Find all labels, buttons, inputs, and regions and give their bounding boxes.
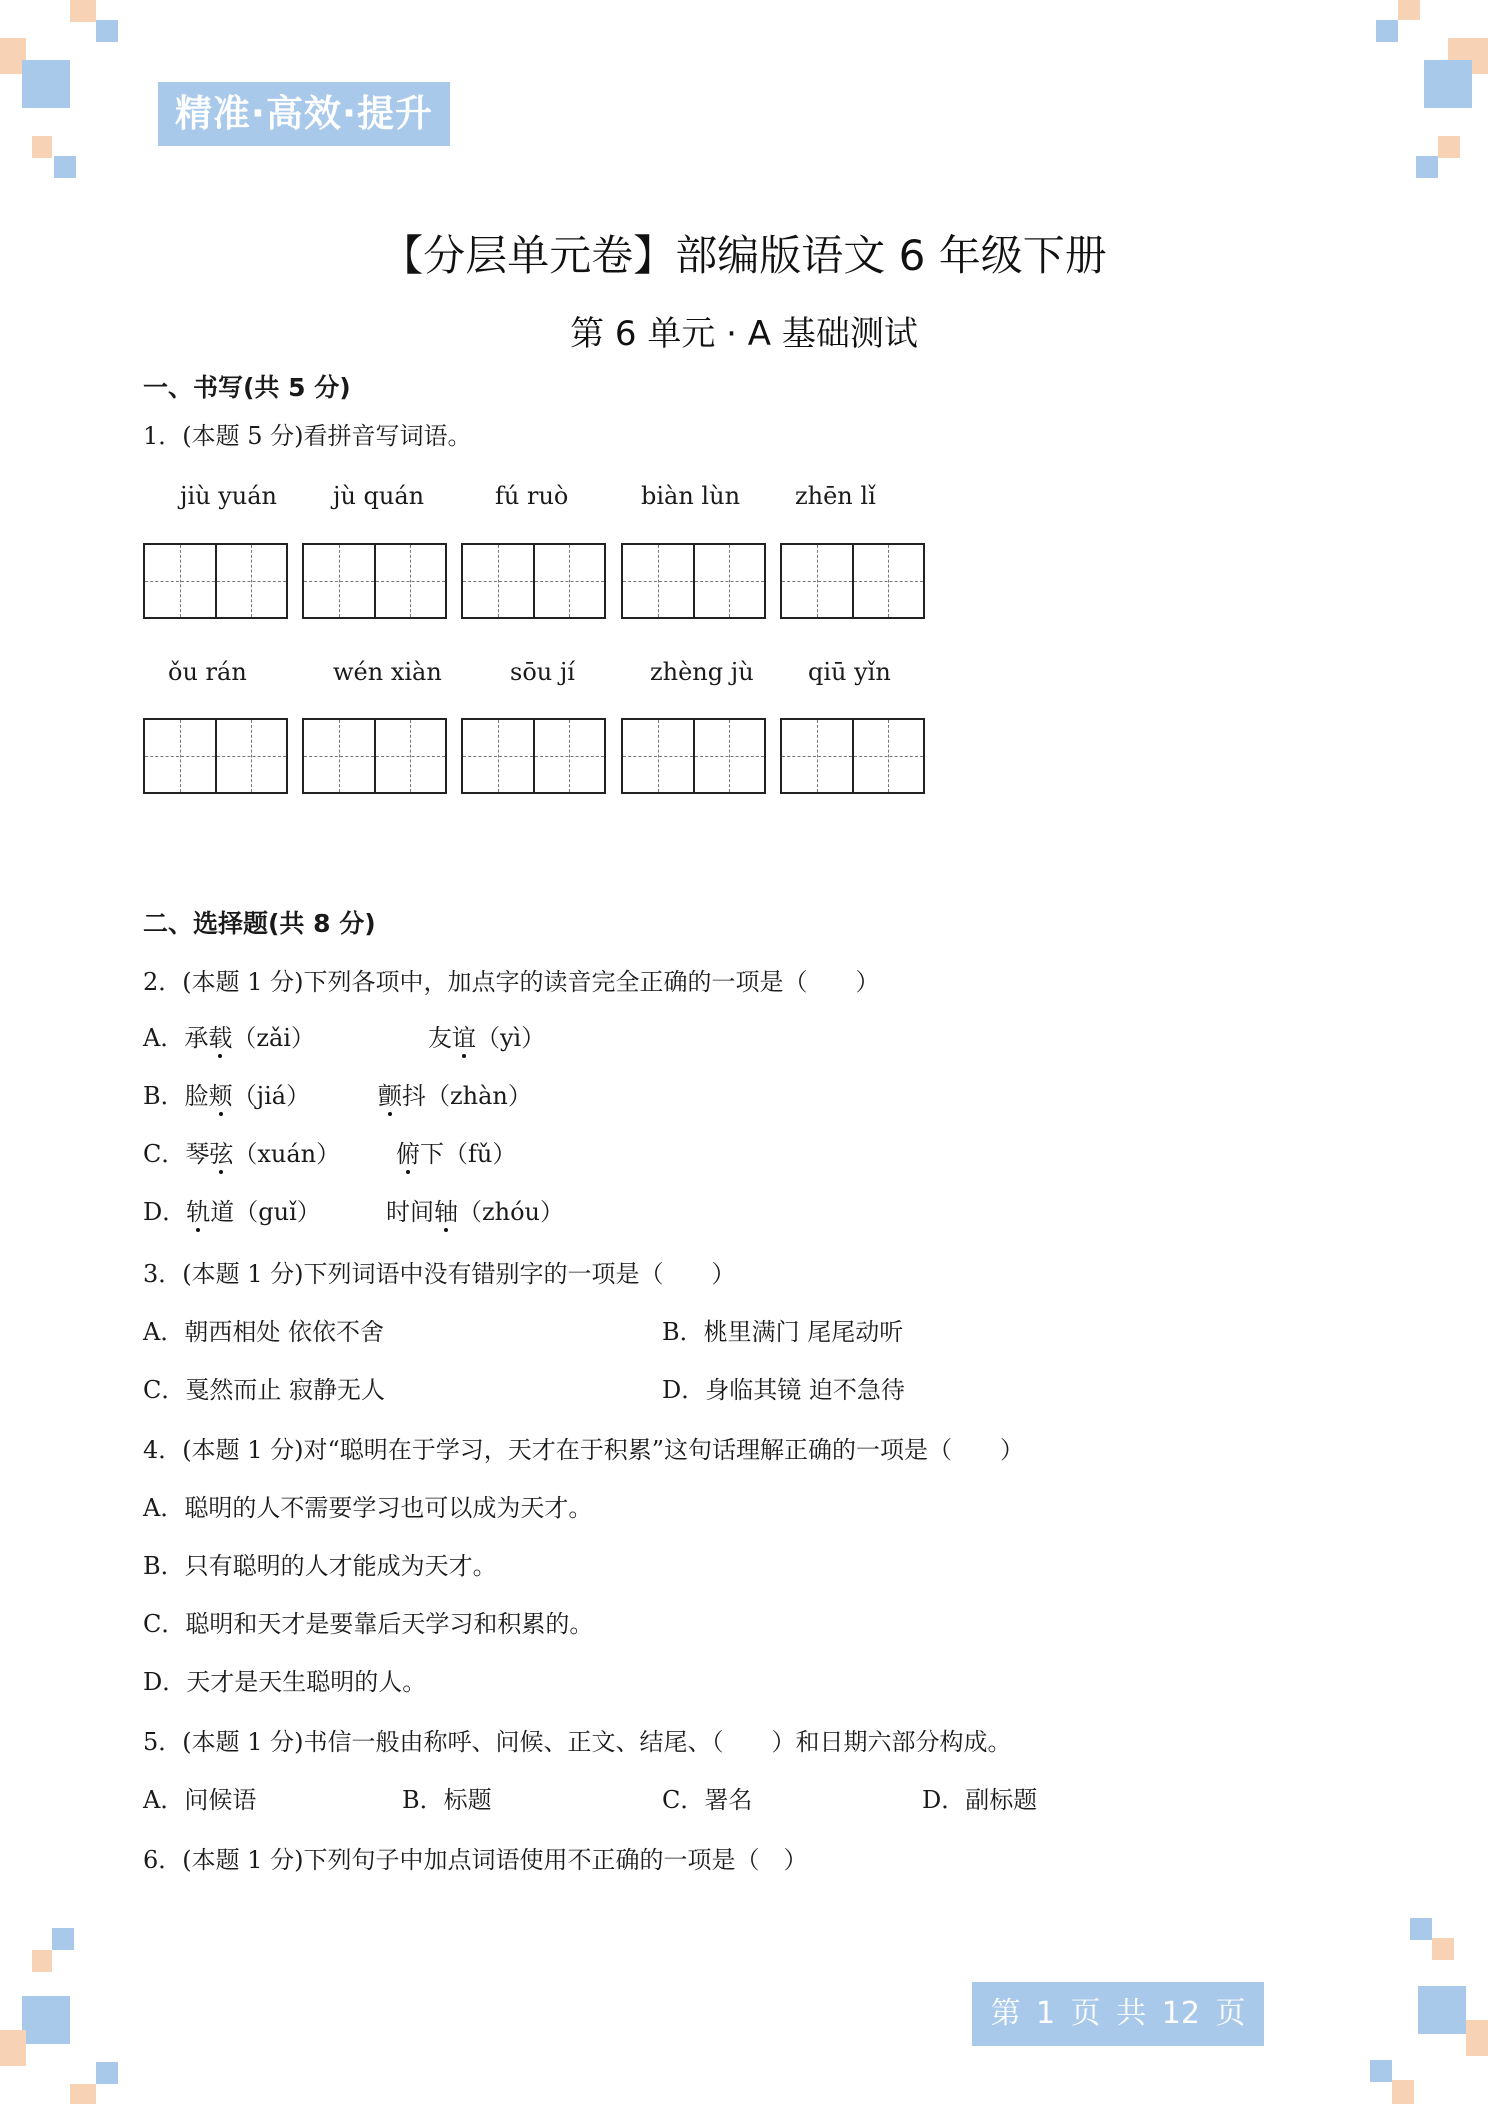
question-3-stem: 3．(本题 1 分)下列词语中没有错别字的一项是（ ） [143, 1260, 736, 1288]
question-4-option-b[interactable]: B．只有聪明的人才能成为天才。 [143, 1552, 497, 1580]
writing-grid[interactable] [780, 718, 925, 794]
pinyin-label: jiù yuán [180, 482, 277, 510]
pinyin-label: jù quán [333, 482, 425, 510]
question-6-stem: 6．(本题 1 分)下列句子中加点词语使用不正确的一项是（ ） [143, 1846, 808, 1874]
page-title: 【分层单元卷】部编版语文 6 年级下册 [381, 231, 1107, 280]
section-heading-choice: 二、选择题(共 8 分) [143, 909, 376, 938]
pinyin-label: sōu jí [510, 658, 575, 686]
question-3-option-b[interactable]: B．桃里满门 尾尾动听 [662, 1318, 904, 1346]
pinyin-label: wén xiàn [333, 658, 442, 686]
dotted-char: 轴 [434, 1198, 458, 1226]
question-2-stem: 2．(本题 1 分)下列各项中，加点字的读音完全正确的一项是（ ） [143, 968, 880, 996]
writing-grid[interactable] [143, 718, 288, 794]
section-heading-writing: 一、书写(共 5 分) [143, 373, 351, 402]
question-5-option-c[interactable]: C．署名 [662, 1786, 753, 1814]
question-2-option-a-second: 友谊（yì） [428, 1024, 546, 1052]
question-4-stem: 4．(本题 1 分)对“聪明在于学习，天才在于积累”这句话理解正确的一项是（ ） [143, 1436, 1025, 1464]
dotted-char: 谊 [452, 1024, 476, 1052]
question-2-option-d[interactable]: D．轨道（guǐ） [143, 1198, 321, 1226]
writing-grid[interactable] [621, 718, 766, 794]
question-5-option-d[interactable]: D．副标题 [922, 1786, 1038, 1814]
pinyin-label: zhēn lǐ [795, 482, 876, 510]
writing-grid[interactable] [143, 543, 288, 619]
brand-badge: 精准·高效·提升 [158, 82, 450, 146]
pinyin-label: biàn lùn [641, 482, 741, 510]
pinyin-label: qiū yǐn [808, 658, 891, 686]
question-4-option-d[interactable]: D．天才是天生聪明的人。 [143, 1668, 427, 1696]
dotted-char: 轨 [186, 1198, 211, 1226]
writing-grid[interactable] [461, 543, 606, 619]
question-3-option-c[interactable]: C．戛然而止 寂静无人 [143, 1376, 385, 1404]
question-4-option-c[interactable]: C．聪明和天才是要靠后天学习和积累的。 [143, 1610, 594, 1638]
dotted-char: 载 [208, 1024, 233, 1052]
question-2-option-d-second: 时间轴（zhóu） [386, 1198, 565, 1226]
writing-grid[interactable] [302, 718, 447, 794]
question-2-option-c-second: 俯下（fǔ） [396, 1140, 517, 1168]
writing-grid[interactable] [621, 543, 766, 619]
page-subtitle: 第 6 单元 · A 基础测试 [570, 314, 918, 354]
question-2-option-a[interactable]: A．承载（zǎi） [143, 1024, 315, 1052]
question-4-option-a[interactable]: A．聪明的人不需要学习也可以成为天才。 [143, 1494, 593, 1522]
writing-grid[interactable] [461, 718, 606, 794]
dotted-char: 弦 [209, 1140, 234, 1168]
question-5-option-b[interactable]: B．标题 [402, 1786, 492, 1814]
writing-grid[interactable] [780, 543, 925, 619]
question-2-option-c[interactable]: C．琴弦（xuán） [143, 1140, 341, 1168]
question-3-option-d[interactable]: D．身临其镜 迫不急待 [662, 1376, 905, 1404]
page-number: 第 1 页 共 12 页 [972, 1982, 1264, 2046]
question-3-option-a[interactable]: A．朝西相处 依依不舍 [143, 1318, 384, 1346]
question-2-option-b[interactable]: B．脸颊（jiá） [143, 1082, 311, 1110]
dotted-char: 俯 [396, 1140, 420, 1168]
writing-grid[interactable] [302, 543, 447, 619]
question-2-option-b-second: 颤抖（zhàn） [378, 1082, 532, 1110]
question-5-stem: 5．(本题 1 分)书信一般由称呼、问候、正文、结尾、（ ）和日期六部分构成。 [143, 1728, 1012, 1756]
dotted-char: 颤 [378, 1082, 402, 1110]
pinyin-label: fú ruò [495, 482, 569, 510]
dotted-char: 颊 [208, 1082, 233, 1110]
pinyin-label: ǒu rán [168, 658, 247, 686]
pinyin-label: zhèng jù [650, 658, 754, 686]
question-1-stem: 1．(本题 5 分)看拼音写词语。 [143, 422, 472, 450]
question-5-option-a[interactable]: A．问候语 [143, 1786, 257, 1814]
